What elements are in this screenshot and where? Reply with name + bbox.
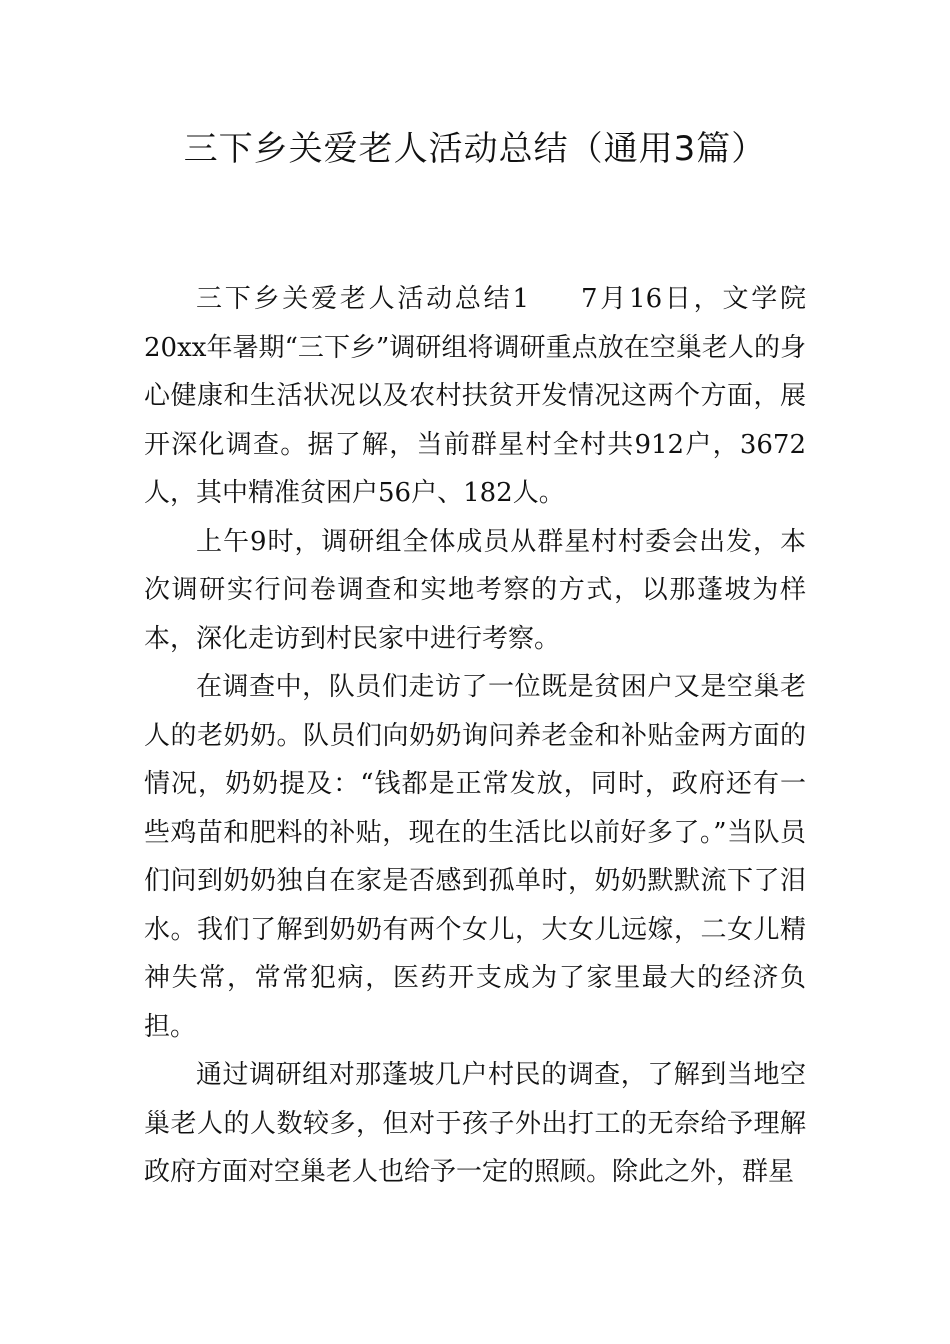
section-heading: 三下乡关爱老人活动总结1 xyxy=(196,284,529,314)
paragraph-4: 通过调研组对那蓬坡几户村民的调查，了解到当地空巢老人的人数较多，但对于孩子外出打工的无奈给予理解政府方面对空巢老人也给予一定的照顾。除此之外，群星 xyxy=(144,1060,806,1187)
paragraph-text: 7月16日，文学院20xx年暑期“三下乡”调研组将调研重点放在空巢老人的身心健康和生活状况以及农村扶贫开发情况这两个方面，展开深化调查。据了解，当前群星村全村共912户，3672人，其中精准贫困户56户、182人。 xyxy=(144,284,806,508)
paragraph-1 xyxy=(144,275,806,518)
document-body xyxy=(144,275,806,1197)
document-title: 三下乡关爱老人活动总结（通用3篇） xyxy=(183,129,767,169)
paragraph-2: 上午9时，调研组全体成员从群星村村委会出发，本次调研实行问卷调查和实地考察的方式，以那蓬坡为样本，深化走访到村民家中进行考察。 xyxy=(144,526,806,654)
paragraph-3: 在调查中，队员们走访了一位既是贫困户又是空巢老人的老奶奶。队员们向奶奶询问养老金和补贴金两方面的情况，奶奶提及：“钱都是正常发放，同时，政府还有一些鸡苗和肥料的补贴，现在的生活比以前好多了。”当队员们问到奶奶独自在家是否感到孤单时，奶奶默默流下了泪水。我们了解到奶奶有两个女儿，大女儿远嫁，二女儿精神失常，常常犯病，医药开支成为了家里最大的经济负担。 xyxy=(144,672,806,1042)
